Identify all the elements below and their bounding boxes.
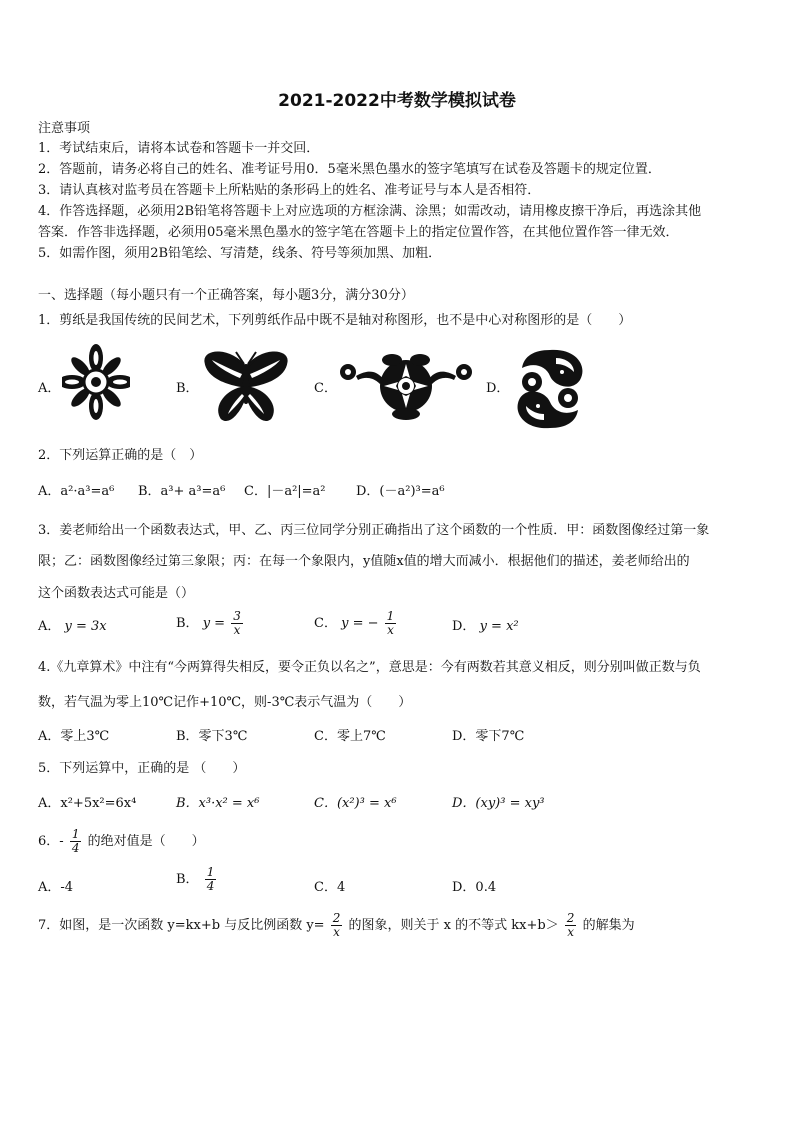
q5-option-b: B．x³·x² = x⁶ [176,796,260,811]
fraction-denominator: x [333,925,340,939]
q3-option-b-label: B． [176,616,199,631]
q4-option-c: C．零上7℃ [314,729,386,744]
q6-option-b [176,866,218,893]
q3-option-c-fraction [385,610,397,637]
q2-option-b: B．a³+ a³=a⁶ [138,484,226,499]
fraction-numerator: 1 [386,609,395,623]
q7-fraction-1 [331,912,343,939]
fraction-denominator: x [387,623,394,637]
fraction-denominator: 4 [71,841,80,855]
q7-stem-part1: 7．如图，是一次函数 y=kx+b 与反比例函数 y= [38,918,325,933]
q1-option-a-label: A． [38,381,61,396]
fraction-denominator: 4 [206,879,215,893]
notice-heading: 注意事项 [38,121,91,136]
question-6-stem [38,828,205,855]
q6-stem-suffix: 的绝对值是（ ） [87,834,205,849]
q3-option-d-label: D． [452,619,476,634]
q4-option-b: B．零下3℃ [176,729,248,744]
q6-option-b-fraction [205,866,217,893]
q6-option-c: C．4 [314,880,346,895]
q6-stem-prefix: 6．- [38,834,64,849]
question-5-stem: 5．下列运算中，正确的是 （ ） [38,761,246,776]
section-heading: 一、选择题（每小题只有一个正确答案，每小题3分，满分30分） [38,288,414,303]
q2-option-a: A．a²·a³=a⁶ [38,484,115,499]
notice-item: 答案．作答非选择题，必须用05毫米黑色墨水的签字笔在答题卡上的指定位置作答，在其他位置作答一律无效． [38,225,679,240]
fraction-numerator: 2 [566,911,575,925]
question-2-stem: 2．下列运算正确的是（ ） [38,448,203,463]
notice-item: 2．答题前，请务必将自己的姓名、准考证号用0．5毫米黑色墨水的签字笔填写在试卷及答题卡的规定位置． [38,162,661,177]
q7-stem-part2: 的图象，则关于 x 的不等式 kx+b＞ [348,918,559,933]
fraction-numerator: 1 [71,827,80,841]
fraction-numerator: 1 [206,865,215,879]
q4-option-a: A．零上3℃ [38,729,110,744]
fraction-numerator: 3 [233,609,241,623]
q1-option-d-label: D． [486,381,510,396]
q4-option-d: D．零下7℃ [452,729,525,744]
q3-option-d [452,618,519,636]
paper-cut-flower-image [62,342,130,422]
q3-option-c-label: C． [314,616,337,631]
notice-item: 5．如需作图，须用2B铅笔绘、写清楚，线条、符号等须加黑、加粗． [38,246,442,261]
q3-option-d-expr: y = x² [479,619,519,634]
paper-cut-fish-image [510,346,590,432]
fraction-denominator: x [567,925,574,939]
fraction-numerator: 2 [332,911,341,925]
notice-item: 3．请认真核对监考员在答题卡上所粘贴的条形码上的姓名、准考证号与本人是否相符． [38,183,541,198]
q3-option-b-lhs: y = [202,616,226,631]
q5-option-d: D．(xy)³ = xy³ [452,796,545,811]
q6-option-d: D．0.4 [452,880,497,895]
q7-fraction-2 [565,912,577,939]
question-3-line: 这个函数表达式可能是（） [38,586,195,601]
q3-option-a-expr: y = 3x [64,619,107,634]
paper-cut-butterfly-image [200,348,292,424]
q2-option-d: D．(－a²)³=a⁶ [356,484,445,499]
q3-option-a [38,618,107,636]
question-3-line: 3．姜老师给出一个函数表达式，甲、乙、丙三位同学分别正确指出了这个函数的一个性质．甲：函数图像经过第一象 [38,523,710,538]
paper-cut-flower-vine-image [336,350,476,422]
question-4-line: 4.《九章算术》中注有“今两算得失相反，要令正负以名之”，意思是：今有两数若其意义相反，则分别叫做正数与负 [38,660,701,675]
q1-option-b-label: B． [176,381,199,396]
q6-option-b-label: B． [176,872,199,887]
q2-option-c: C．|－a²|=a² [244,484,326,499]
q3-option-c [314,610,398,637]
fraction-denominator: x [233,623,241,637]
question-1-stem: 1．剪纸是我国传统的民间艺术，下列剪纸作品中既不是轴对称图形，也不是中心对称图形的是（ ） [38,313,632,328]
q3-option-b [176,610,245,637]
notice-item: 4．作答选择题，必须用2B铅笔将答题卡上对应选项的方框涂满、涂黑；如需改动，请用橡皮擦干净后，再选涂其他 [38,204,702,219]
q1-option-c-label: C． [314,381,337,396]
notice-item: 1．考试结束后，请将本试卷和答题卡一并交回． [38,141,320,156]
q7-stem-part3: 的解集为 [582,918,635,933]
q6-option-a: A．-4 [38,880,74,895]
question-7-stem [38,912,635,939]
q3-option-a-label: A． [38,619,61,634]
q5-option-c: C．(x²)³ = x⁶ [314,796,397,811]
q5-option-a: A．x²+5x²=6x⁴ [38,796,137,811]
question-4-line: 数，若气温为零上10℃记作+10℃，则-3℃表示气温为（ ） [38,695,412,710]
q3-option-c-lhs: y = − [341,616,379,631]
question-3-line: 限；乙：函数图像经过第三象限；丙：在每一个象限内，y值随x值的增大而减小．根据他们的描述，姜老师给出的 [38,554,690,569]
page-title: 2021-2022中考数学模拟试卷 [278,91,516,111]
q6-stem-fraction [70,828,82,855]
q3-option-b-fraction [231,610,243,637]
